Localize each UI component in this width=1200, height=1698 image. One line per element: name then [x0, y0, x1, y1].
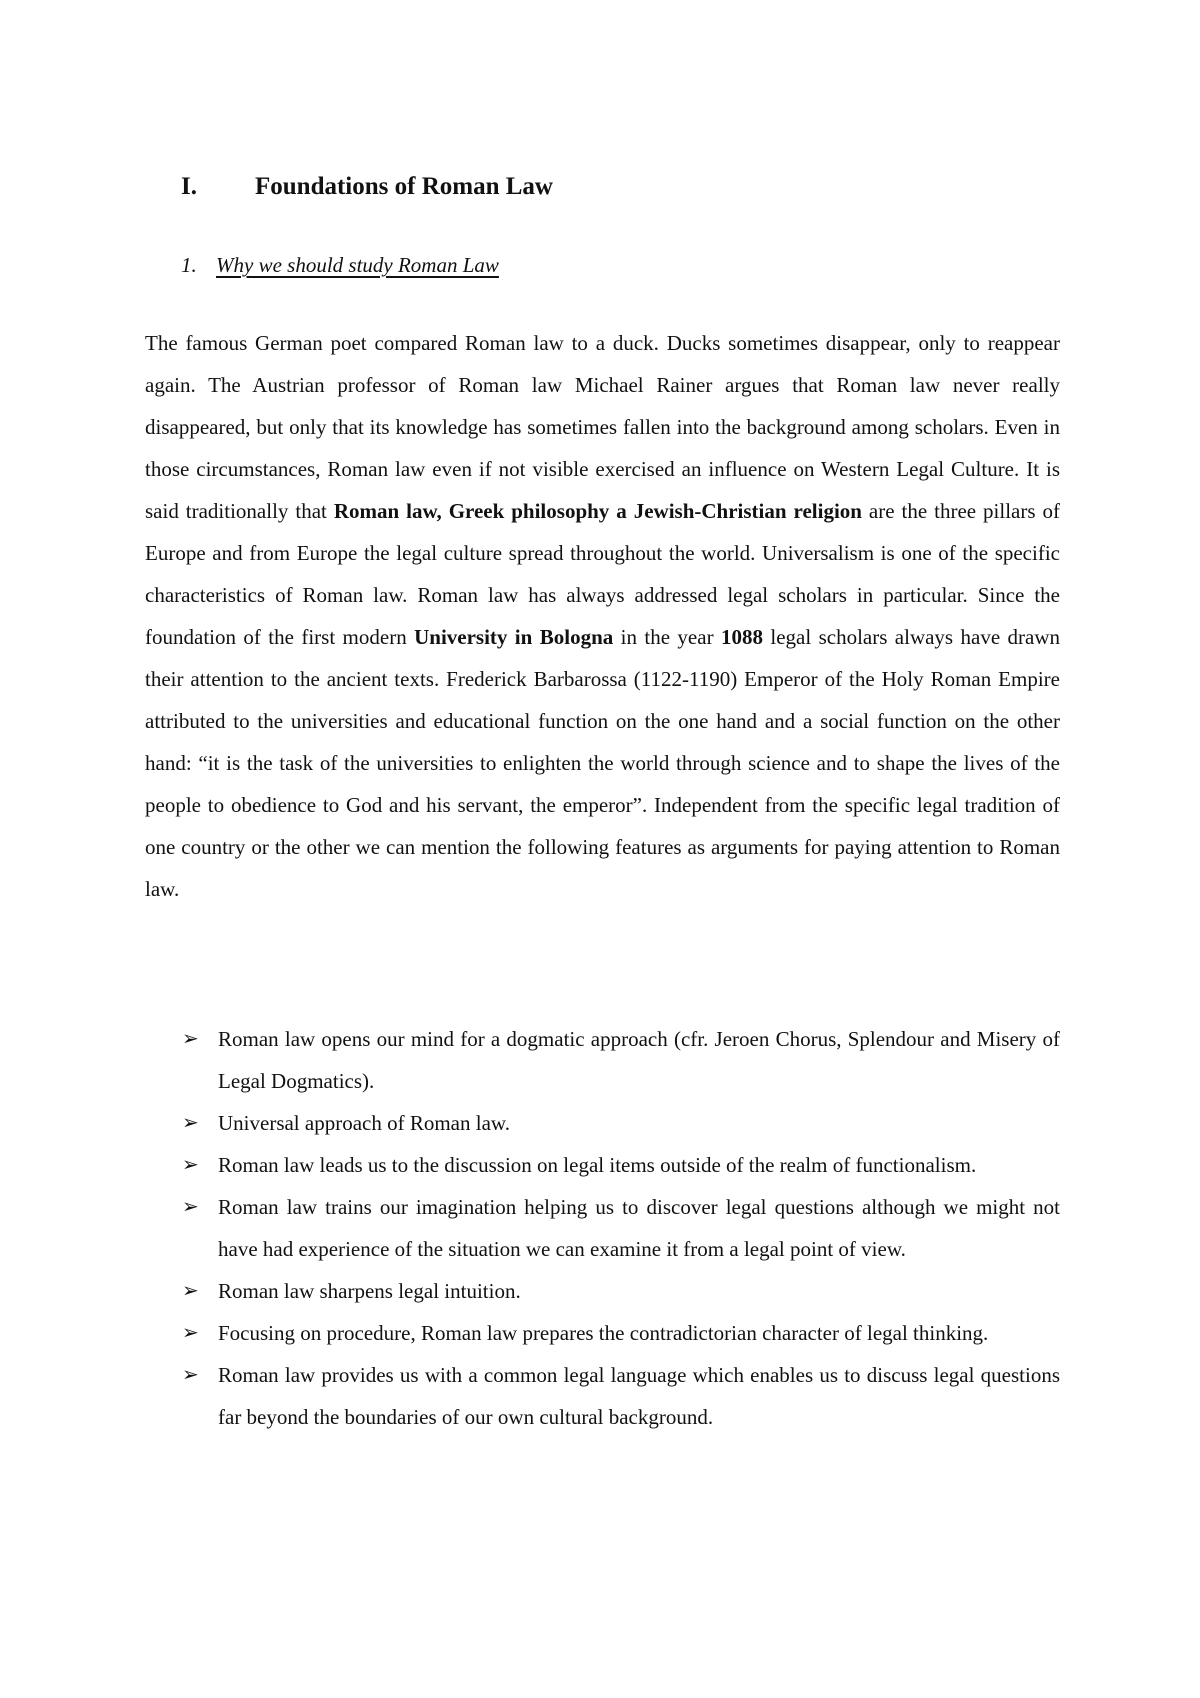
section-heading	[181, 172, 553, 202]
paragraph-text: The famous German poet compared Roman law to a duck. Ducks sometimes disappear, only to reappear again. The Austrian professor of Roman law Michael Rainer argues that Roman law never really disappeared, but only that its knowledge has sometimes fallen into the background among scholars. Even in those circumstances, Roman law even if not visible exercised an influence on Western Legal Culture. It is said traditionally that	[145, 331, 1060, 523]
bullet-item	[145, 1018, 1060, 1102]
arrow-bullet-icon: ➢	[182, 1196, 199, 1218]
paragraph-text: in the year	[613, 625, 721, 649]
bullet-text: Roman law trains our imagination helping us to discover legal questions although we might not have had experience of the situation we can examine it from a legal point of view.	[218, 1195, 1060, 1261]
bullet-item	[145, 1186, 1060, 1270]
paragraph-text: are the three pillars of Europe and from Europe the legal culture spread throughout the world. Universalism is one of the specific characteristics of Roman law. Roman law has always addressed legal scholars in particular. Since the foundation of the first modern	[145, 499, 1060, 649]
paragraph-text: legal scholars always have drawn their attention to the ancient texts. Frederick Barbarossa (1122-1190) Emperor of the Holy Roman Empire attributed to the universities and educational function on the one hand and a social function on the other hand: “it is the task of the universities to enlighten the world through science and to shape the lives of the people to obedience to God and his servant, the emperor”. Independent from the specific legal tradition of one country or the other we can mention the following features as arguments for paying attention to Roman law.	[145, 625, 1061, 901]
bullet-text: Roman law opens our mind for a dogmatic approach (cfr. Jeroen Chorus, Splendour and Misery of Legal Dogmatics).	[218, 1027, 1060, 1093]
bullet-list	[145, 1018, 1060, 1438]
bullet-item	[145, 1144, 1060, 1186]
arrow-bullet-icon: ➢	[182, 1112, 199, 1134]
subsection-heading	[181, 251, 507, 279]
arrow-bullet-icon: ➢	[182, 1322, 199, 1344]
bullet-item	[145, 1354, 1060, 1438]
bullet-item	[145, 1312, 1060, 1354]
arrow-bullet-icon: ➢	[182, 1028, 199, 1050]
arrow-bullet-icon: ➢	[182, 1280, 199, 1302]
bullet-text: Roman law leads us to the discussion on legal items outside of the realm of functionalism.	[218, 1153, 977, 1177]
section-title: Foundations of Roman Law	[255, 173, 553, 200]
section-number: I.	[181, 173, 197, 200]
body-paragraph	[145, 322, 1060, 910]
paragraph-bold-text: Roman law, Greek philosophy a Jewish-Christian religion	[333, 499, 862, 523]
subsection-number: 1.	[181, 253, 197, 277]
bullet-item	[145, 1102, 1060, 1144]
bullet-text: Roman law provides us with a common legal language which enables us to discuss legal questions far beyond the boundaries of our own cultural background.	[218, 1363, 1060, 1429]
bullet-text: Universal approach of Roman law.	[218, 1111, 510, 1135]
arrow-bullet-icon: ➢	[182, 1364, 199, 1386]
paragraph-bold-text: University in Bologna	[414, 625, 614, 649]
bullet-item	[145, 1270, 1060, 1312]
paragraph-bold-text: 1088	[720, 625, 763, 649]
arrow-bullet-icon: ➢	[182, 1154, 199, 1176]
bullet-text: Roman law sharpens legal intuition.	[218, 1279, 521, 1303]
bullet-text: Focusing on procedure, Roman law prepares the contradictorian character of legal thinking.	[218, 1321, 989, 1345]
subsection-title: Why we should study Roman Law	[216, 253, 499, 277]
